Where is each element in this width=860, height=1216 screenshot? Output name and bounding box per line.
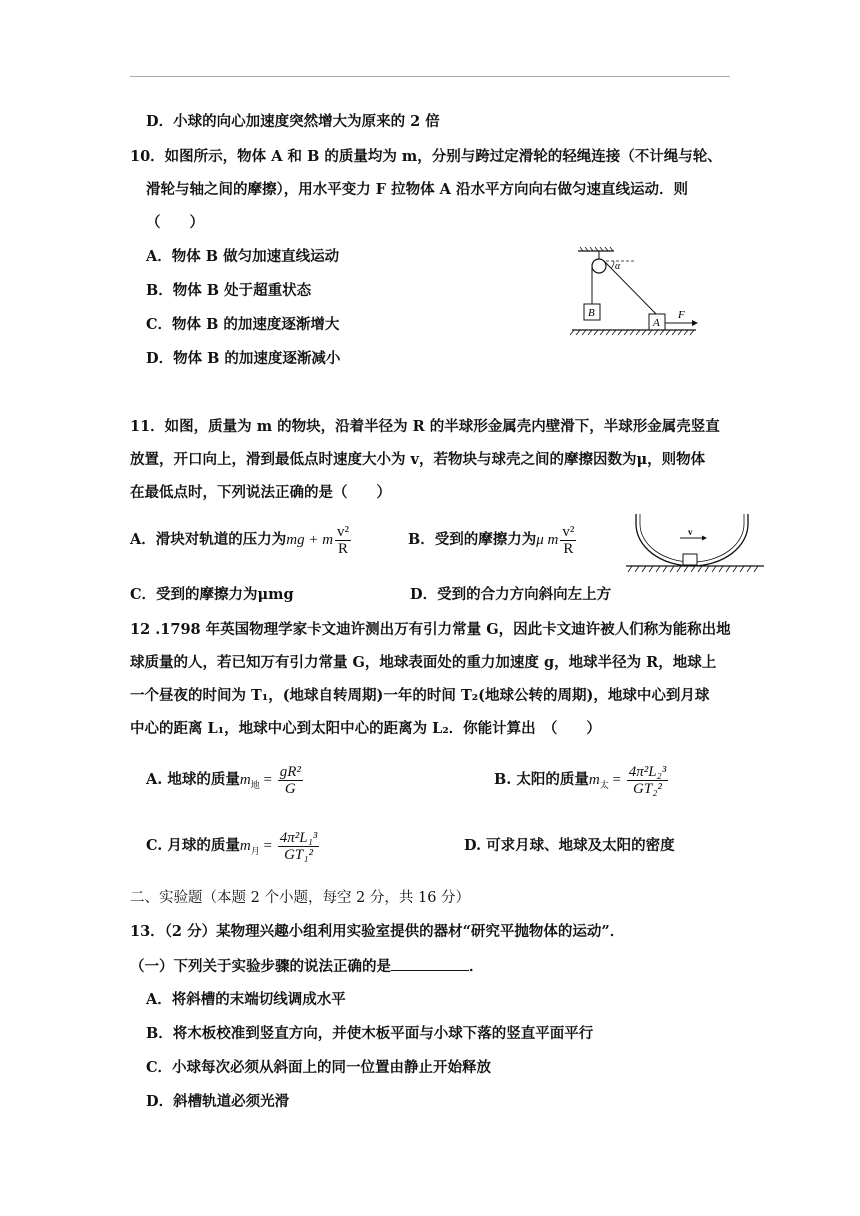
q11-option-a: A．滑块对轨道的压力为mg + m $\frac{\text{v²}}{R}$ <box>130 523 350 557</box>
svg-text:v: v <box>688 527 693 537</box>
q12-stem-line2: 球质量的人，若已知万有引力常量 G，地球表面处的重力加速度 g，地球半径为 R，地球上 <box>130 654 717 671</box>
q11-option-d: D．受到的合力方向斜向左上方 <box>410 586 612 603</box>
q12-option-b: B. 太阳的质量$m_太$ = $\frac{\text{4π²L₂³}}{\text{GT₂²}}$ <box>494 763 667 797</box>
svg-text:F: F <box>678 309 685 321</box>
q10-stem-line3: （ ） <box>146 214 204 231</box>
q10-option-a: A．物体 B 做匀加速直线运动 <box>146 248 340 265</box>
angle-label: α <box>615 261 621 272</box>
q11-option-c: C．受到的摩擦力为μmg <box>130 586 294 603</box>
q13-option-c: C．小球每次必须从斜面上的同一位置由静止开始释放 <box>146 1059 492 1076</box>
q12-option-a: A. 地球的质量$m_地$ = $\frac{\text{gR²}}{G}$ <box>146 763 301 797</box>
q10-stem-line1: 10．如图所示，物体 A 和 B 的质量均为 m，分别与跨过定滑轮的轻绳连接（不计绳与轮、 <box>130 148 722 165</box>
q11-stem-line3: 在最低点时，下列说法正确的是（ ） <box>130 484 391 501</box>
q10-stem-line2: 滑轮与轴之间的摩擦），用水平变力 F 拉物体 A 沿水平方向向右做匀速直线运动．则 <box>146 181 688 198</box>
q13-option-a: A．将斜槽的末端切线调成水平 <box>146 991 346 1008</box>
q12-stem-line3: 一个昼夜的时间为 T₁，(地球自转周期)一年的时间 T₂(地球公转的周期)，地球中心到月球 <box>130 687 710 704</box>
q12-option-d: D. 可求月球、地球及太阳的密度 <box>464 837 675 854</box>
q13-subquestion-1: （一）下列关于实验步骤的说法正确的是 ． <box>130 958 484 975</box>
q13-stem: 13．（2 分）某物理兴趣小组利用实验室提供的器材“研究平抛物体的运动”． <box>130 923 625 940</box>
q13-option-b: B．将木板校准到竖直方向，并使木板平面与小球下落的竖直平面平行 <box>146 1025 594 1042</box>
block-m <box>683 554 697 565</box>
q10-option-b: B．物体 B 处于超重状态 <box>146 282 312 299</box>
svg-text:A: A <box>653 317 660 329</box>
q12-stem-line1: 12 .1798 年英国物理学家卡文迪许测出万有引力常量 G，因此卡文迪许被人们称为能称出地 <box>130 621 731 638</box>
q11-stem-line2: 放置，开口向上，滑到最低点时速度大小为 v，若物块与球壳之间的摩擦因数为μ，则物体 <box>130 451 706 468</box>
q9-option-d: D．小球的向心加速度突然增大为原来的 2 倍 <box>146 113 440 130</box>
answer-blank[interactable] <box>391 956 469 971</box>
q11-option-b: B．受到的摩擦力为μ m $\frac{\text{v²}}{R}$ <box>408 523 575 557</box>
q12-option-c: C. 月球的质量$m_月$ = $\frac{\text{4π²L₁³}}{\text{GT₁²}}$ <box>146 829 318 863</box>
section-heading: 二、实验题（本题 2 个小题，每空 2 分，共 16 分） <box>130 890 471 906</box>
q12-stem-line4: 中心的距离 L₁，地球中心到太阳中心的距离为 L₂．你能计算出 （ ） <box>130 720 601 737</box>
svg-text:B: B <box>588 307 595 319</box>
q11-hemisphere-figure <box>626 510 766 580</box>
q10-pulley-figure <box>568 246 704 340</box>
q11-stem-line1: 11．如图，质量为 m 的物块，沿着半径为 R 的半球形金属壳内壁滑下，半球形金属壳竖直 <box>130 418 720 435</box>
q13-option-d: D．斜槽轨道必须光滑 <box>146 1093 290 1110</box>
q10-option-c: C．物体 B 的加速度逐渐增大 <box>146 316 340 333</box>
header-rule <box>130 76 730 77</box>
q10-option-d: D．物体 B 的加速度逐渐减小 <box>146 350 341 367</box>
